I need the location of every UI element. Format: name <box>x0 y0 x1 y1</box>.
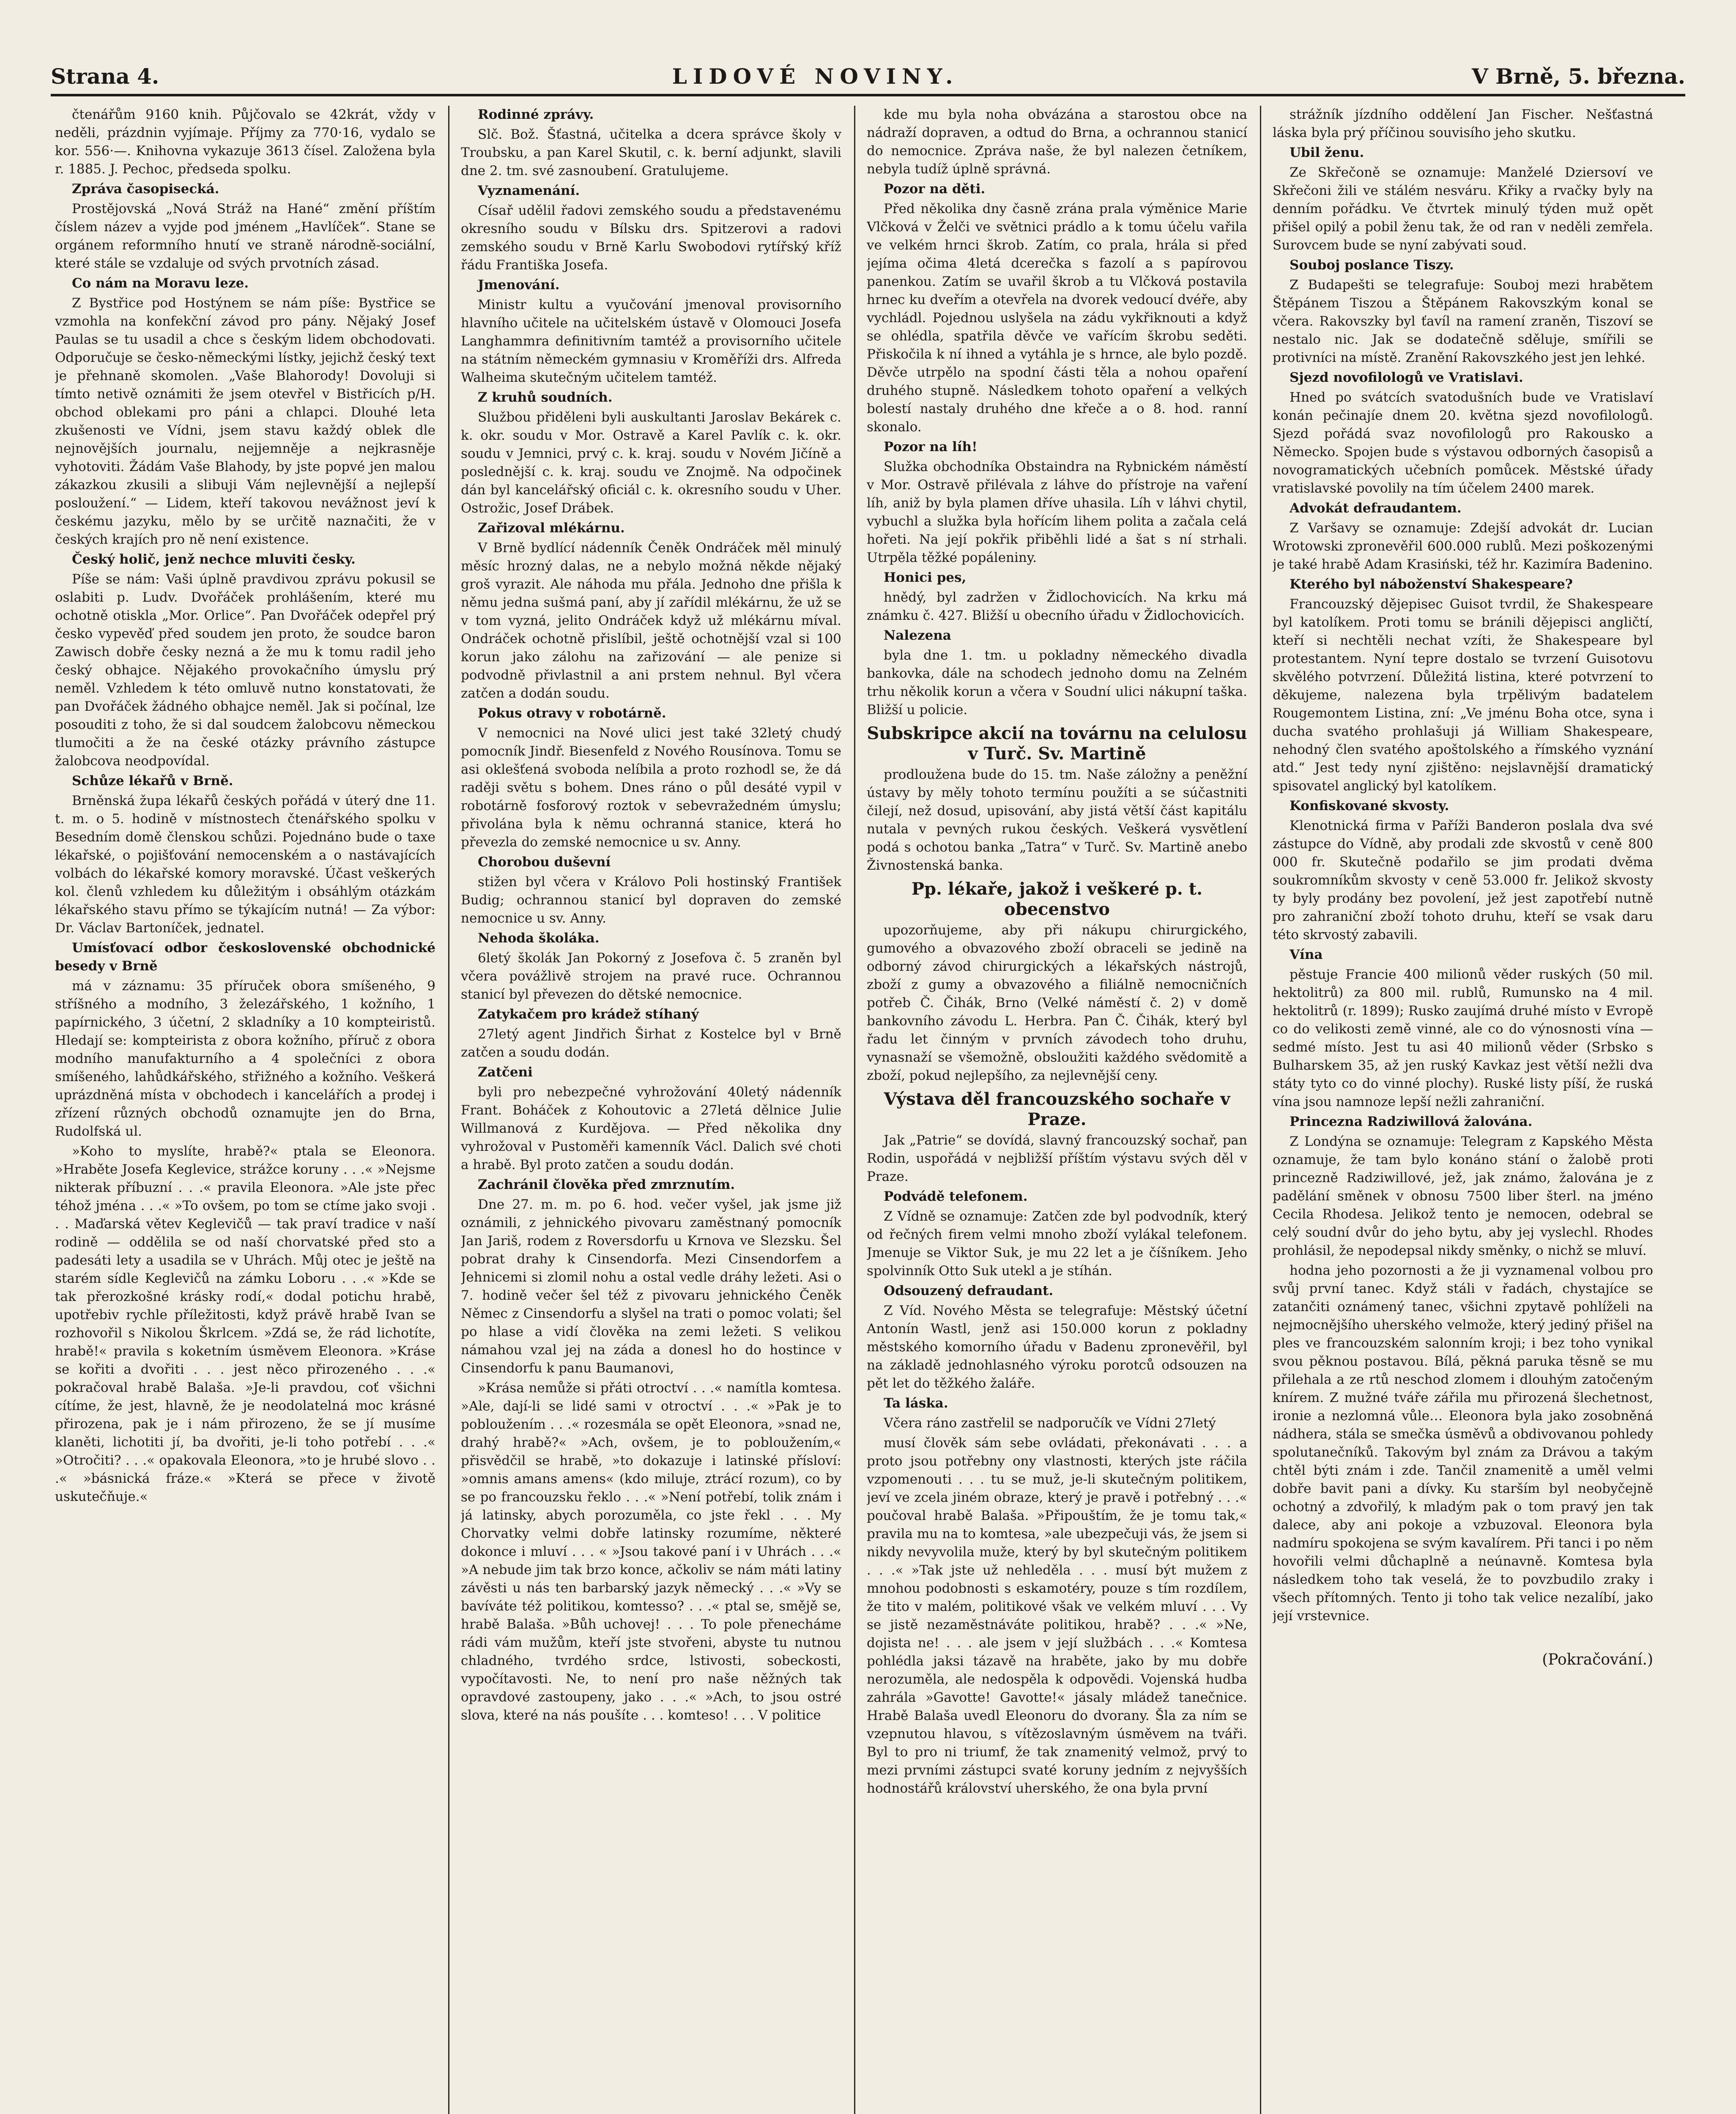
article-text: Služka obchodníka Obstaindra na Rybnickém náměstí v Mor. Ostravě přilévala z láhve do přístroje na vaření líh, aniž by byla plamen dříve uhasila. Líh v láhvi chytil, vybuchl a služka byla hořícím lihem polita a začala celá hořeti. Na její pokřik přiběhli lidé a šat s ní strhali. Utrpěla těžké popáleniny. <box>867 459 1247 565</box>
article-headline: Jmenování. <box>478 277 560 293</box>
article-headline: Chorobou duševní <box>478 854 611 870</box>
article-text: stižen byl včera v Královo Poli hostinský František Budig; ochrannou stanicí byl dopraven do zemské nemocnice u sv. Anny. <box>461 874 841 926</box>
article-headline: Pp. lékaře, jakož i veškeré p. t. obecenstvo <box>911 879 1203 919</box>
article-headline: Zpráva časopisecká. <box>72 181 219 197</box>
article-text: Před několika dny časně zrána prala výměnice Marie Vlčková v Želči ve světnici prádlo a k tomu účelu vařila ve velkém hrnci škrob. Zatím, co prala, hrála si před jejíma očima 4letá dcerečka s fazolí a s papírovou panenkou. Zatím se uvařil škrob a tu Vlčková postavila hrnec ku dveřím a otevřela na dvorek vedoucí dvéře, aby vychládl. Pojednou uslyšela na zádu vykřiknouti a když se ohlédla, spatřila děvče ve vařícím škrobu seděti. Přiskočila k ní ihned a vytáhla je s hrnce, ale bylo pozdě. Děvče utrpělo na spodní části těla a nohou opaření druhého stupně. Následkem tohoto opaření a velkých bolestí nastaly druhého dne křeče a o 8. hod. ranní skonalo. <box>867 201 1247 435</box>
column-divider <box>1260 106 1261 2114</box>
dateline: V Brně, 5. března. <box>1471 64 1685 89</box>
article-text: hodna jeho pozornosti a že ji vyznamenal volbou pro svůj první tanec. Když stáli v řadách, chystajíce se zatančiti oznámený tanec, všichni zpytavě pohlíželi na nejmocnějšího uherského velmože, který jediný přišel na ples ve francouzském salonním kroji; i bez toho vynikal svou pěknou postavou. Bílá, pěkná paruka těsně se mu přilehala a ze rtů neschod zlomem i dlouhým zatočeným knírem. Z mužné tváře zářila mu přirozená šlechetnost, ironie a nezlomná vůle… Eleonora byla jako zosobněná nádhera, stála se smečka úsměvů a obdivovanou pohledy spolutanečníků. Takovým byl znám za Drávou a takým chtěl býti znám i zde. Tančil znamenitě a uměl velmi dobře bavit pani a dívky. Ku starším byl neobyčejně ochotný a zdvořilý, k mladým pak o tom pravý jen tak dalece, aby ani pokoje a vzbuzoval. Eleonora byla nadmíru spokojena se svým kavalírem. Při tanci i po něm hovořili velmi důchaplně a neúnavně. Komtesa byla následkem toho tak veselá, že to povzbudilo zraky i všech přítomných. Tento ji toho tak velice nezalíbí, jako její vrstevnice. <box>1273 1263 1653 1624</box>
article-headline: Podvádě telefonem. <box>884 1189 1028 1204</box>
article-text: Ze Skřečoně se oznamuje: Manželé Dziersoví ve Skřečoni žili ve stálém nesváru. Křiky a rvačky byly na denním pořádku. Ve čtvrtek minulý týden muž opět přišel opilý a pobil ženu tak, že od ran v neděli zemřela. Surovcem bude se nyní zabývati soud. <box>1273 165 1653 253</box>
article-text: byla dne 1. tm. u pokladny německého divadla bankovka, dále na schodech jednoho domu na Zelném trhu několik korun a včera v Soudní ulici nákupní taška. Bližší u policie. <box>867 648 1247 717</box>
page-number: Strana 4. <box>51 64 159 89</box>
article-text: musí člověk sám sebe ovládati, překonávati . . . a proto jsou potřebny ony vlastnosti, kterých jste ráčila vzpomenouti . . . tu se muž, je-li skutečným politikem, jeví ve zcela jiném obraze, který je pravě i potřebný . . .« poučoval hrabě Balaša. »Připouštím, že je tomu tak,« pravila mu na to komtesa, »ale ubezpečuji vás, že jsem si nikdy nevyvolila muže, který by byl skutečným politikem . . .« »Tak jste už nehleděla . . . musí být mužem z mnohou podobnosti s eskamotéry, pouze s tím rozdílem, že tito v malém, politikové však ve velkém mluví . . . Vy se jistě nezaměstnáváte politikou, hrabě? . . .« »Ne, dojista ne! . . . ale jsem v její službách . . .« Komtesa pohlédla jaksi tázavě na hraběte, jako by mu dobře nerozuměla, ale nedospěla k odpovědi. Vojenská hudba zahrála »Gavotte! Gavotte!« jásaly mládež tanečnice. Hrabě Balaša uvedl Eleonoru do dvorany. Šla za ním se vzepnutou hlavou, s vítězoslavným úsměvem na tváři. Byl to pro ni triumf, že tak znamenitý velmož, prvý to mezi prvními zástupci svaté koruny jedním z nejvyšších hodnostářů království uherského, že ona byla první <box>867 1435 1247 1796</box>
article-headline: Odsouzený defraudant. <box>884 1283 1054 1298</box>
article-text: Z Londýna se oznamuje: Telegram z Kapského Města oznamuje, že tam bylo konáno stání o žalobě proti princezně Radziwillové, jež, jak známo, žalována je z padělání směnek v obnosu 7500 liber šterl. na jméno Cecila Rhodesa. Jelikož tento je nemocen, odebral se celý soudní dvůr do jeho bytu, aby jej vyslechl. Rhodes prohlásil, že nepodepsal nikdy směnky, o nichž se mluví. <box>1273 1134 1653 1258</box>
article-headline: Pozor na děti. <box>884 181 986 197</box>
article-text: Z Vídně se oznamuje: Zatčen zde byl podvodník, který od řečných firem velmi mnoho zboží vylákal telefonem. Jmenuje se Viktor Suk, je mu 22 let a je číšníkem. Jeho spolvinník Otto Suk utekl a je stíhán. <box>867 1209 1247 1279</box>
article-headline: Vyznamenání. <box>478 183 580 198</box>
article-text: Francouzský dějepisec Guisot tvrdil, že Shakespeare byl katolíkem. Proti tomu se bránili dějepisci angličtí, kteří si nechtěli nechat vzíti, že Shakespeare byl protestantem. Nyní tepre dostalo se tvrzení Guisotovu skvělého potvrzení. Důležitá listina, které potvrzení to děkujeme, nalezena byla trpělivým badatelem Rougemontem Listina, zní: „Ve jménu Boha otce, syna i ducha svatého prohlašuji já William Shakespeare, nehodný člen svatého apoštolského a římského vyznání atd.“ Jest tedy nyní zjištěno: nejslavnější dramatický spisovatel anglický byl katolíkem. <box>1273 597 1653 794</box>
article-headline: Nalezena <box>884 628 951 643</box>
article-text: Jak „Patrie“ se dovídá, slavný francouzský sochař, pan Rodin, uspořádá v nejbližší příštím výstavu svých děl v Praze. <box>867 1133 1247 1184</box>
article-headline: Pokus otravy v robotárně. <box>478 706 666 721</box>
article-headline: Nehoda školáka. <box>478 931 600 946</box>
article-headline: Zatčeni <box>478 1065 533 1080</box>
article-text: »Krása nemůže si přáti otroctví . . .« namítla komtesa. »Ale, dají-li se lidé sami v otroctví . . .« »Pak je to pobloužením . . .« rozesmála se opět Eleonora, »snad ne, drahý hrabě?« »Ach, ovšem, je to pobloužením,« přisvědčil se hrabě, »to dokazuje i latinské přísloví: »omnis amans amens« (kdo miluje, ztrácí rozum), co by se po francouzsku řeklo . . .« »Není potřebí, tolik znám i já latinsky, abych porozuměla, co jste řekl . . . My Chorvatky velmi dobře latinsky rozumíme, některé dokonce i mluví . . . « »Jsou takové paní i v Uhrách . . .« »A nebude jim tak brzo konce, ačkoliv se nám máti latiny závěsti u nás ten barbarský jazyk německý . . .« »Vy se bavíváte též politikou, komtesso? . . .« ptal se, smějě se, hrabě Balaša. »Bůh uchovej! . . . To pole přenecháme rádi vám mužům, kteří jste stvořeni, abyste tu nutnou chladného, tvrdého srdce, lstivosti, sobeckosti, vypočítavosti. Ne, to není pro naše něžných tak opravdové zastoupeny, jako . . .« »Ach, to jsou ostré slova, které na nás poušíte . . . komteso! . . . V politice <box>461 1380 841 1723</box>
article-text: Ministr kultu a vyučování jmenoval provisorního hlavního učitele na učitelském ústavě v Olomouci Josefa Langhammra definitivním tamtéž a provisorního učitele na státním německém gymnasiu v Kroměříži drs. Alfreda Walheima skutečným učitelem tamtéž. <box>461 297 841 385</box>
text-column-3 <box>867 106 1247 2114</box>
article-text: 27letý agent Jindřich Širhat z Kostelce byl v Brně zatčen a soudu dodán. <box>461 1027 841 1060</box>
page-header <box>51 59 1685 89</box>
article-headline: Co nám na Moravu leze. <box>72 276 249 291</box>
article-text: Prostějovská „Nová Stráž na Hané“ změní příštím číslem název a vyjde pod jménem „Havlíček“. Stane se orgánem reformního hnutí ve straně národně-sociální, které stále se vzdaluje od svých prvotních zásad. <box>55 201 435 271</box>
article-headline: Výstava děl francouzského sochaře v Praze. <box>884 1089 1230 1129</box>
article-text: má v záznamu: 35 příruček obora smíšeného, 9 stříšného a modního, 3 železářského, 1 kožního, 1 papírnického, 3 účetní, 2 skladníky a 10 kompteiristů. Hledají se: kompteirista z obora kožního, příruč z obora modního manufakturního a 4 společníci z obora smíšeného, lahůdkářského, střižného a kožního. Veškerá uprázdněná místa v obchodech i kancelářích a prodej i zřízení různých obchodů oznamujte jen do Brna, Rudolfská ul. <box>55 978 435 1139</box>
article-text: »Koho to myslíte, hrabě?« ptala se Eleonora. »Hraběte Josefa Keglevice, strážce koruny . . .« »Nejsme nikterak příbuzní . . .« pravila Eleonora. »Ale jste přec téhož jména . . .« »To ovšem, po tom se ctíme jako svoji . . . Maďarská větev Keglevičů — tak praví tradice v naší rodině — oddělila se od naší chorvatské před sto a padesáti lety a usadila se v Uhrách. Můj otec je ještě na starém sídle Keglevičů na zámku Loboru . . .« »Kde se tak přerozkošné krásky rodí,« dodal potichu hrabě, upotřebiv rychle příležitosti, když právě hrabě Ivan se rozhovořil s Nikolou Škrlcem. »Zdá se, že rád lichotíte, hrabě!« pravila s koketním úsměvem Eleonora. »Kráse se kořiti a dvořiti . . . jest něco přirozeného . . .« pokračoval hrabě Balaša. »Je-li pravdou, coť všichni cítíme, že jest, hlavně, že je neodolatelná moc krásné přirozena, pak je i nám přirozeno, že se jí musíme klaněti, lichotiti jí, ba dvořiti, je-li toho potřebí . . .« »Otročiti? . . .« opakovala Eleonora, »to je hrubé slovo . . .« »básnická fráze.« »Která se přece v životě uskutečňuje.« <box>55 1144 435 1504</box>
article-headline: Zachránil člověka před zmrznutím. <box>478 1177 735 1192</box>
article-headline: Konfiskované skvosty. <box>1290 798 1449 813</box>
article-text: pěstuje Francie 400 milionů věder ruských (50 mil. hektolitrů) za 800 mil. rublů, Rumunsko na 4 mil. hektolitrů (r. 1899); Rusko zaujímá druhé místo v Evropě co do velikosti země vinné, ale co do výnosnosti vína — sedmé místo. Jest tu asi 40 milionů věder (Srbsko s Bulharskem 35, až jen ruský Kavkaz jest větší nežli dva státy tyto co do vinné plochy). Ruské listy píší, že ruská vína jsou namnoze lepší nežli zahraniční. <box>1273 967 1653 1109</box>
article-text: Dne 27. m. m. po 6. hod. večer vyšel, jak jsme již oznámili, z jehnického pivovaru zaměstnaný pomocník Jan Jariš, rodem z Roversdorfu u Krnova ve Slezsku. Šel pobrat drahy k Cinsendorfa. Mezi Cinsendorfem a Jehnicemi si zlomil nohu a ostal vedle dráhy ležeti. Asi o 7. hodině večer šel též z pivovaru jehnického Čeněk Němec z Cinsendorfu a slyšel na trati o pomoc volati; šel po hlase a vidí člověka na zemi ležeti. S velikou námahou vzal jej na záda a donesl ho do hostince v Cinsendorfu k panu Baumanovi, <box>461 1197 841 1376</box>
article-text: kde mu byla noha obvázána a starostou obce na nádraží dopraven, a odtud do Brna, a ochrannou stanicí do nemocnice. Zpráva naše, že byl nalezen četníkem, nebyla tudíž úplně správná. <box>867 107 1247 177</box>
column-divider <box>854 106 855 2114</box>
article-text: byli pro nebezpečné vyhrožování 40letý nádenník Frant. Boháček z Kohoutovic a 27letá dělnice Julie Willmanová z Kurdějova. — Před několika dny vyhrožoval v Pustoměři kamenník Václ. Dalich své choti a hrabě. Byl proto zatčen a soudu dodán. <box>461 1084 841 1172</box>
article-text: hnědý, byl zadržen v Židlochovicích. Na krku má známku č. 427. Bližší u obecního úřadu v Židlochovicích. <box>867 590 1247 623</box>
article-text: Císař udělil řadovi zemského soudu a představenému okresního soudu v Bílsku drs. Spitzerovi a radovi zemského soudu v Brně Karlu Swobodovi rytířský kříž řádu Františka Josefa. <box>461 203 841 273</box>
masthead-title: LIDOVÉ NOVINY. <box>672 64 959 89</box>
article-headline: Zatykačem pro krádež stíhaný <box>478 1007 699 1022</box>
text-column-4 <box>1273 106 1653 2114</box>
column-divider <box>448 106 449 2114</box>
article-headline: Z kruhů soudních. <box>478 390 613 405</box>
article-headline: Souboj poslance Tiszy. <box>1290 257 1454 273</box>
article-text: 6letý školák Jan Pokorný z Josefova č. 5 zraněn byl včera povážlivě strojem na pravé ruce. Ochrannou stanicí byl převezen do dětské nemocnice. <box>461 950 841 1002</box>
article-text: Klenotnická firma v Paříži Banderon poslala dva své zástupce do Vídně, aby prodali zde skvostů v ceně 800 000 fr. Skutečně podařilo se jim prodati dvěma soukromníkům skvosty v ceně 53.000 fr. Jelikož skvosty ty byly prodány bez povolení, jež jest zapotřebí nutně pro zahraniční zboží tohoto druhu, kteří se vsak daru této skrvostý zabavili. <box>1273 818 1653 942</box>
article-headline: Ubil ženu. <box>1290 145 1364 160</box>
article-text: Včera ráno zastřelil se nadporučík ve Vídni 27letý <box>884 1416 1216 1431</box>
article-headline: Sjezd novofilologů ve Vratislavi. <box>1290 370 1523 385</box>
article-text: čtenářům 9160 knih. Půjčovalo se 42krát, vždy v neděli, prázdnin vyjímaje. Příjmy za 770·16, vydalo se kor. 556·—. Knihovna vykazuje 3613 čísel. Založena byla r. 1885. J. Pechoc, předseda spolku. <box>55 107 435 177</box>
article-headline: Subskripce akcií na továrnu na celulosu v Turč. Sv. Martině <box>867 723 1247 764</box>
article-headline: Zařizoval mlékárnu. <box>478 520 625 536</box>
article-headline: Kterého byl náboženství Shakespeare? <box>1290 577 1573 592</box>
article-headline: Pozor na líh! <box>884 439 978 455</box>
article-text: strážník jízdního oddělení Jan Fischer. Nešťastná láska byla prý příčinou souvisího jeho skutku. <box>1273 107 1653 140</box>
article-text: Brněnská župa lékařů českých pořádá v úterý dne 11. t. m. o 5. hodině v místnostech čtenářského spolku v Besedním domě členskou schůzi. Pojednáno bude o taxe lékařské, o pojišťování nemocenském a o nastávajících volbách do lékařské komory moravské. Účast veškerých kol. členů vzhledem ku důležitým i obsáhlým otázkám lékařského stavu přímo se týkajícím nutná! — Za výbor: Dr. Václav Bartoníček, jednatel. <box>55 793 435 936</box>
article-text: Službou přiděleni byli auskultanti Jaroslav Bekárek c. k. okr. soudu v Mor. Ostravě a Karel Pavlík c. k. okr. soudu v Jemnici, prvý c. k. kraj. soudu v Novém Jičíně a poslednější c. k. kraj. soudu ve Znojmě. Na odpočinek dán byl kancelářský oficiál c. k. okresního soudu v Uher. Ostrožic, Josef Drábek. <box>461 410 841 516</box>
article-headline: Rodinné zprávy. <box>478 107 594 122</box>
article-headline: Český holič, jenž nechce mluviti česky. <box>72 552 356 567</box>
article-text: Hned po svátcích svatodušních bude ve Vratislaví konán pečinajíe dnem 20. května sjezd novofilologů. Sjezd pořádá svaz novofilologů pro Rakousko a Německo. Spojen bude s výstavou odborných časopisů a novogramatických učebních pomůcek. Městské úřady vratislavské povolily na tím účelem 2400 marek. <box>1273 390 1653 496</box>
header-rule <box>51 94 1685 96</box>
article-headline: Honici pes, <box>884 570 967 585</box>
article-text: Z Víd. Nového Města se telegrafuje: Městský účetní Antonín Wastl, jenž asi 150.000 korun z pokladny městského komorního úřadu v Badenu zpronevěřil, byl na základě jednohlasného výroku porotců odsouzen na pět let do těžkého žaláře. <box>867 1303 1247 1391</box>
article-text: V Brně bydlící nádenník Čeněk Ondráček měl minulý měsíc hrozný dalas, ne a nebylo možná někde nějaký groš vyrazit. Ale náhoda mu přála. Jednoho dne přišla k němu jedna sušmá paní, aby jí zařídil mlékárnu, že už se v tom vyzná, jelito Ondráček když už mlékárnu míval. Ondráček ochotně přislíbil, ještě ochotnější vzal si 100 korun jako zálohu na zařizování — ale penize si podvodně přivlastnil a ani prstem nehnul. Byl včera zatčen a dodán soudu. <box>461 540 841 701</box>
article-text: Z Varšavy se oznamuje: Zdejší advokát dr. Lucian Wrotowski zpronevěřil 600.000 rublů. Mezi poškozenými je také hrabě Adam Krasiński, též hr. Kazimíra Badenino. <box>1273 520 1653 572</box>
article-headline: Ta láska. <box>884 1396 948 1411</box>
article-headline: Umísťovací odbor československé obchodnické besedy v Brně <box>55 940 435 974</box>
article-text: Píše se nám: Vaši úplně pravdivou zprávu pokusil se oslabiti p. Ludv. Dvořáček prohlášením, které mu ochotně otiskla „Mor. Orlice“. Pan Dvořáček odepřel prý česko vypevěď před soudem jen proto, že soudce baron Zawisch dobře česky nezná a že mu k tomu radil jeho český obhajce. Nějakého provokačního úmyslu prý neměl. Vzhledem k této omluvě nutno konstatovati, že pan Dvořáček žádného obhajce neměl. Jak si počínal, lze posouditi z toho, že si dal soudcem žalobcovu německou tlumočiti a že na české otázky právního zástupce žalobcova neodpovídal. <box>55 572 435 769</box>
article-headline: Advokát defraudantem. <box>1290 501 1462 516</box>
text-column-1 <box>55 106 435 2114</box>
article-text: Z Bystřice pod Hostýnem se nám píše: Bystřice se vzmohla na konfekční závod pro pány. Nějaký Josef Paulas se tu usadil a chce s českým lidem obchodovati. Odporučuje se česko-německými lístky, jejichž český text je přehnaně skomolen. „Vaše Blahorody! Dovoluji si tímto netivě oznámiti že jsem otevřel v Bistřicích p/H. obchod oblekami pro páni a chlapci. Dlouhé leta zkušenosti ve Vídni, jsem stavu každý oblek dle nejnovějších journalu, nejjemněje a nejkrasněje vyhotoviti. Žádám Vaše Blahody, by jste popvé jen malou zákazkou zkusili a slibuji Vám nejlevnější a nejlepší posloužení.“ — Lidem, kteří takovou nevážnost jeví k českému jazyku, mělo by se určitě naznačiti, že v českých krajích pro ně není existence. <box>55 296 435 547</box>
article-text: Slč. Bož. Šťastná, učitelka a dcera správce školy v Troubsku, a pan Karel Skutil, c. k. berní adjunkt, slavili dne 2. tm. své zasnoubení. Gratulujeme. <box>461 127 841 178</box>
article-headline: Princezna Radziwillová žalována. <box>1290 1114 1533 1129</box>
article-text: prodloužena bude do 15. tm. Naše záložny a peněžní ústavy by měly tohoto termínu použíti a se súčastniti čilejí, než dosud, upisování, aby jistá větší část kapitálu nutala v pevných rukou českých. Veškerá vysvětlení podá s ochotou banka „Tatra“ v Turč. Sv. Martině anebo Živnostenská banka. <box>867 767 1247 873</box>
continuation-note: (Pokračování.) <box>1542 1651 1653 1668</box>
article-text: Z Budapešti se telegrafuje: Souboj mezi hrabětem Štěpánem Tiszou a Štěpánem Rakovszkým konal se včera. Rakovszky byl ťavíl na ramení zraněn, Tiszoví se nestalo nic. Jak se dodatečně sděluje, smířili se protivníci na místě. Zranění Rakovszkého jest jen lehké. <box>1273 277 1653 365</box>
article-text: V nemocnici na Nové ulici jest také 32letý chudý pomocník Jindř. Biesenfeld z Nového Rousínova. Tomu se asi oklešťená svoboda nelíbila a proto rozhodl se, že dá raději světu s bohem. Dnes ráno o půl desáté vypil v robotárně fosforový roztok v sebevražedném úmyslu; přivolána byla k němu ochranná stanice, která ho převezla do zemské nemocnice u sv. Anny. <box>461 726 841 850</box>
article-text: upozorňujeme, aby při nákupu chirurgického, gumového a obvazového zboží obraceli se jedině na odborný závod chirurgických a lékařských nástrojů, zboží z gumy a obvazového a filiálně nemocničních potřeb Č. Čihák, Brno (Velké náměstí č. 2) v domě bankovního závodu L. Herbra. Pan Č. Čihák, který byl řadu let činným v prvních závodech toho druhu, vynasnaží se všemožně, obsloužiti každého svědomitě a zboží, pokud nejlepšího, za nejlevnější ceny. <box>867 923 1247 1083</box>
article-headline: Vína <box>1290 947 1323 962</box>
text-column-2 <box>461 106 841 2114</box>
article-headline: Schůze lékařů v Brně. <box>72 773 233 789</box>
